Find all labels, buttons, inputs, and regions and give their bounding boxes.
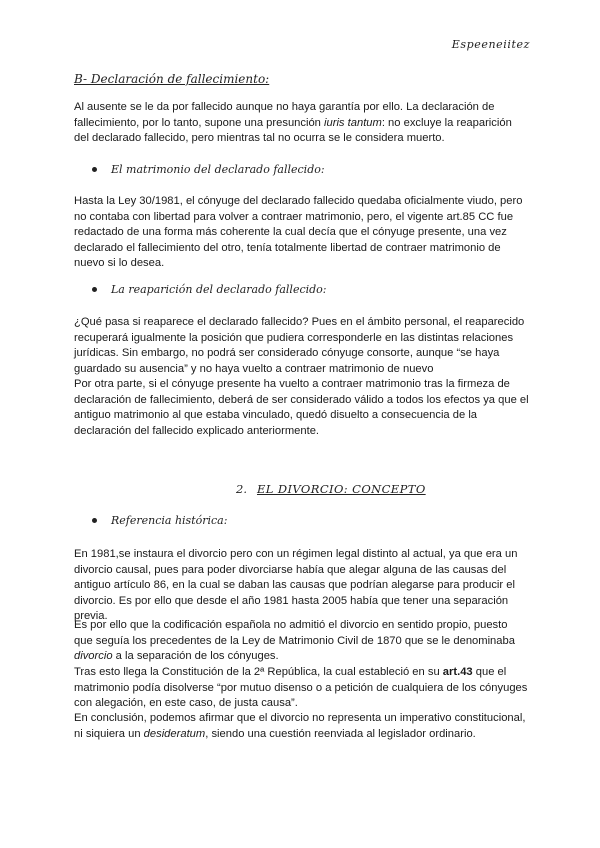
section-title: EL DIVORCIO: CONCEPTO xyxy=(256,482,426,496)
intro-paragraph: Al ausente se le da por fallecido aunque no haya garantía por ello. La declaración de fallecimiento, por lo tanto, supone una presunción iuris tantum: no excluye la reaparición del declarado fallecido, pero mientras tal no ocurra se le considera muerto. xyxy=(74,101,512,144)
bullet-label: El matrimonio del declarado fallecido: xyxy=(111,163,325,176)
bullet-dot-icon xyxy=(92,167,97,172)
term-iuris-tantum: iuris tantum xyxy=(324,116,382,129)
paragraph-republica: Tras esto llega la Constitución de la 2ª República, la cual estableció en su art.43 que el matrimonio podía disolverse “por mutuo disenso o a petición de cualquiera de los cónyuges con alegación, en este caso, de justa causa”. xyxy=(74,666,528,709)
author-signature: Espeeneiitez xyxy=(451,38,530,51)
paragraph-matrimonio: Hasta la Ley 30/1981, el cónyuge del declarado fallecido quedaba oficialmente viudo, pero no contaba con libertad para volver a contraer matrimonio, pero, el vigente art.85 CC fue redactado de una forma más coherente la cual decía que el cónyuge presente, una vez declarado el fallecimiento del otro, tenía totalmente libertad de contraer matrimonio de nuevo si lo desea. xyxy=(74,195,523,269)
bullet-dot-icon xyxy=(92,518,97,523)
paragraph-codificacion: Es por ello que la codificación española no admitió el divorcio en sentido propio, puesto que seguía los precedentes de la Ley de Matrimonio Civil de 1870 que se le denominaba divorcio a la separación de los cónyuges. xyxy=(74,619,515,662)
section-number: 2. xyxy=(236,482,247,496)
bullet-label: La reaparición del declarado fallecido: xyxy=(111,283,327,296)
bullet-reaparicion xyxy=(92,283,327,296)
paragraph-conclusion: En conclusión, podemos afirmar que el divorcio no representa un imperativo constitucional, ni siquiera un desideratum, siendo una cuestión reenviada al legislador ordinario. xyxy=(74,712,526,740)
term-desideratum: desideratum xyxy=(143,727,206,740)
term-art43: art.43 xyxy=(442,666,473,678)
term-divorcio: divorcio xyxy=(74,650,113,662)
bullet-label: Referencia histórica: xyxy=(111,514,228,527)
paragraph-reaparicion-b: Por otra parte, si el cónyuge presente ha vuelto a contraer matrimonio tras la firmeza de declaración de fallecimiento, deberá de ser considerado válido a todos los efectos ya que el antiguo matrimonio al que estaba vinculado, quedó disuelto a consecuencia de la declaración del fallecido explicado anteriormente. xyxy=(74,378,529,437)
section-b-title: B- Declaración de fallecimiento: xyxy=(74,72,270,86)
bullet-referencia xyxy=(92,514,227,527)
section-2-heading xyxy=(236,482,426,496)
bullet-matrimonio xyxy=(92,163,325,176)
paragraph-1981: En 1981,se instaura el divorcio pero con un régimen legal distinto al actual, ya que era un divorcio causal, pues para poder divorciarse había que alegar alguna de las causas del antiguo artículo 86, en la cual se daban las causas que podrían alegarse para producir el divorcio. Es por ello que desde el año 1981 hasta 2005 había que tener una separación previa. xyxy=(74,548,518,622)
bullet-dot-icon xyxy=(92,287,97,292)
paragraph-reaparicion-a: ¿Qué pasa si reaparece el declarado fallecido? Pues en el ámbito personal, el reaparecido recuperará igualmente la posición que pudiera corresponderle en las distintas relaciones jurídicas. Sin embargo, no podrá ser considerado cónyuge consorte, aunque “se haya guardado su ausencia” y no haya vuelto a contraer matrimonio de nuevo xyxy=(74,316,525,375)
